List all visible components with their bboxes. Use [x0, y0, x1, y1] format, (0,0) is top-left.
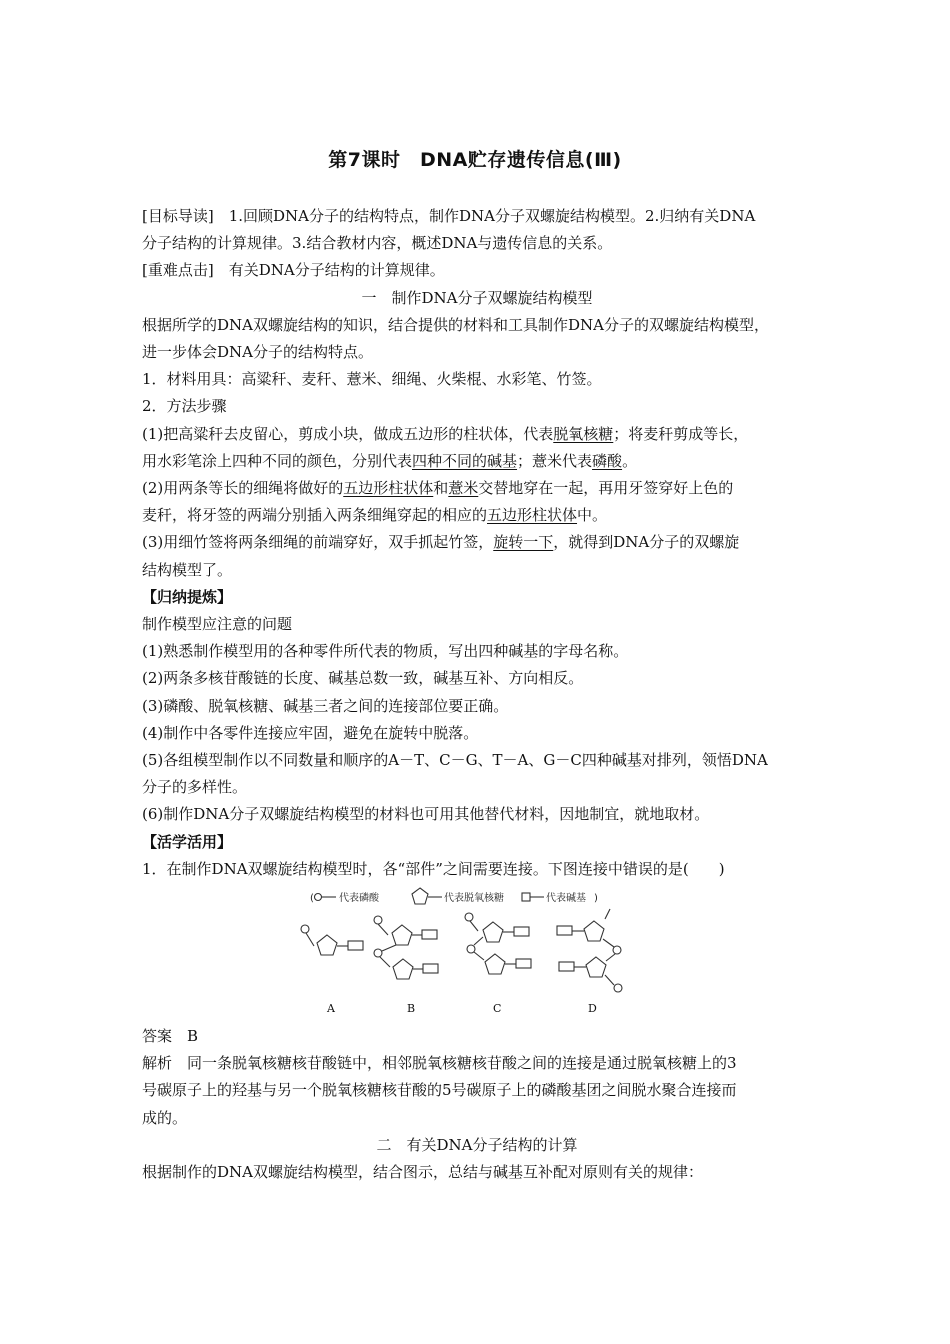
base-icon — [514, 927, 529, 936]
option-label-b: B — [407, 1002, 416, 1016]
phosphate-icon — [613, 946, 621, 954]
page-title: 第7课时 DNA贮存遗传信息(Ⅲ) — [328, 149, 622, 171]
deoxyribose-icon — [485, 954, 505, 974]
deoxyribose-icon — [586, 957, 606, 977]
base-icon — [559, 962, 574, 971]
option-label-a: A — [327, 1002, 335, 1016]
phosphate-icon — [374, 916, 382, 924]
option-label-d: D — [588, 1002, 597, 1016]
question-1: 1．在制作DNA双螺旋结构模型时，各“部件”之间需要连接。下图连接中错误的是( ) — [142, 859, 725, 878]
section1-heading: 一 制作DNA分子双螺旋结构模型 — [361, 288, 593, 307]
deoxyribose-icon — [317, 935, 337, 955]
legend-open: ( — [310, 893, 314, 905]
summary-point-6: (6)制作DNA分子双螺旋结构模型的材料也可用其他替代材料，因地制宜，就地取材。 — [142, 805, 710, 824]
step1-cont: 用水彩笔涂上四种不同的颜色，分别代表四种不同的碱基；薏米代表磷酸。 — [142, 451, 638, 470]
legend-sugar: 代表脱氧核糖 — [444, 893, 504, 905]
section2-heading: 二 有关DNA分子结构的计算 — [376, 1135, 578, 1154]
nucleotide-figure — [142, 887, 812, 1021]
analysis-line-end: 成的。 — [142, 1108, 188, 1127]
base-icon — [516, 959, 531, 968]
deoxyribose-icon — [392, 925, 412, 945]
phosphate-icon — [465, 913, 473, 921]
step3-cont: 结构模型了。 — [142, 560, 233, 579]
summary-point-1: (1)熟悉制作模型用的各种零件所代表的物质，写出四种碱基的字母名称。 — [142, 642, 629, 661]
blank-answer: 脱氧核糖 — [553, 424, 614, 443]
legend-close: ) — [594, 893, 598, 905]
deoxyribose-icon — [483, 922, 503, 942]
summary-point-3: (3)磷酸、脱氧核糖、碱基三者之间的连接部位要正确。 — [142, 696, 509, 715]
steps-heading: 2．方法步骤 — [142, 397, 227, 416]
legend-base: 代表碱基 — [546, 893, 586, 905]
blank-answer: 五边形柱状体 — [487, 506, 578, 525]
goal-paragraph: [目标导读] 1.回顾DNA分子的结构特点，制作DNA分子双螺旋结构模型。2.归纳有关DNA — [142, 207, 756, 225]
analysis-line: 解析 同一条脱氧核糖核苷酸链中，相邻脱氧核糖核苷酸之间的连接是通过脱氧核糖上的3 — [142, 1054, 737, 1073]
summary-point-5: (5)各组模型制作以不同数量和顺序的A－T、C－G、T－A、G－C四种碱基对排列，领悟DNA — [142, 751, 768, 770]
answer-line: 答案 B — [142, 1027, 199, 1046]
phosphate-icon — [301, 925, 309, 933]
step2: (2)用两条等长的细绳将做好的五边形柱状体和薏米交替地穿在一起，再用牙签穿好上色的 — [142, 479, 734, 498]
practice-label: 【活学活用】 — [142, 832, 233, 851]
blank-answer: 磷酸 — [592, 451, 623, 470]
summary-label: 【归纳提炼】 — [142, 587, 233, 606]
section1-intro-cont: 进一步体会DNA分子的结构特点。 — [142, 343, 373, 362]
materials-item: 1．材料用具：高粱秆、麦秆、薏米、细绳、火柴棍、水彩笔、竹签。 — [142, 370, 602, 389]
phosphate-icon — [614, 984, 622, 992]
analysis-line-cont: 号碳原子上的羟基与另一个脱氧核糖核苷酸的5号碳原子上的磷酸基团之间脱水聚合连接而 — [142, 1081, 737, 1100]
blank-answer: 旋转一下 — [493, 533, 554, 552]
step1: (1)把高粱秆去皮留心，剪成小块，做成五边形的柱状体，代表脱氧核糖；将麦秆剪成等长， — [142, 424, 749, 443]
summary-point-5-cont: 分子的多样性。 — [142, 778, 248, 797]
goal-paragraph-cont: 分子结构的计算规律。3.结合教材内容，概述DNA与遗传信息的关系。 — [142, 234, 613, 253]
section2-intro: 根据制作的DNA双螺旋结构模型，结合图示，总结与碱基互补配对原则有关的规律： — [142, 1163, 703, 1182]
summary-point-4: (4)制作中各零件连接应牢固，避免在旋转中脱落。 — [142, 723, 479, 742]
option-label-c: C — [493, 1002, 502, 1016]
base-icon — [348, 941, 363, 950]
deoxyribose-icon — [412, 888, 428, 904]
blank-answer: 五边形柱状体 — [343, 479, 434, 498]
phosphate-icon — [467, 945, 475, 953]
base-icon — [423, 964, 438, 973]
summary-heading: 制作模型应注意的问题 — [142, 615, 293, 634]
legend-phosphate: 代表磷酸 — [339, 893, 379, 905]
deoxyribose-icon — [584, 921, 604, 941]
key-label: [重难点击] — [142, 261, 214, 280]
phosphate-icon — [374, 949, 382, 957]
key-paragraph: [重难点击] 有关DNA分子结构的计算规律。 — [142, 261, 445, 280]
deoxyribose-icon — [393, 959, 413, 979]
blank-answer: 四种不同的碱基 — [412, 451, 518, 470]
document-body — [142, 203, 812, 1186]
blank-answer: 薏米 — [448, 479, 479, 498]
goal-label: [目标导读] — [142, 207, 214, 225]
base-icon — [422, 930, 437, 939]
base-icon — [522, 893, 530, 901]
summary-point-2: (2)两条多核苷酸链的长度、碱基总数一致，碱基互补、方向相反。 — [142, 669, 584, 688]
base-icon — [557, 926, 572, 935]
step3: (3)用细竹签将两条细绳的前端穿好，双手抓起竹签，旋转一下，就得到DNA分子的双螺旋 — [142, 533, 740, 552]
phosphate-icon — [315, 894, 322, 901]
nucleotide-diagram — [292, 887, 652, 1021]
section1-intro: 根据所学的DNA双螺旋结构的知识，结合提供的材料和工具制作DNA分子的双螺旋结构模型， — [142, 315, 769, 334]
step2-cont: 麦秆，将牙签的两端分别插入两条细绳穿起的相应的五边形柱状体中。 — [142, 506, 608, 525]
